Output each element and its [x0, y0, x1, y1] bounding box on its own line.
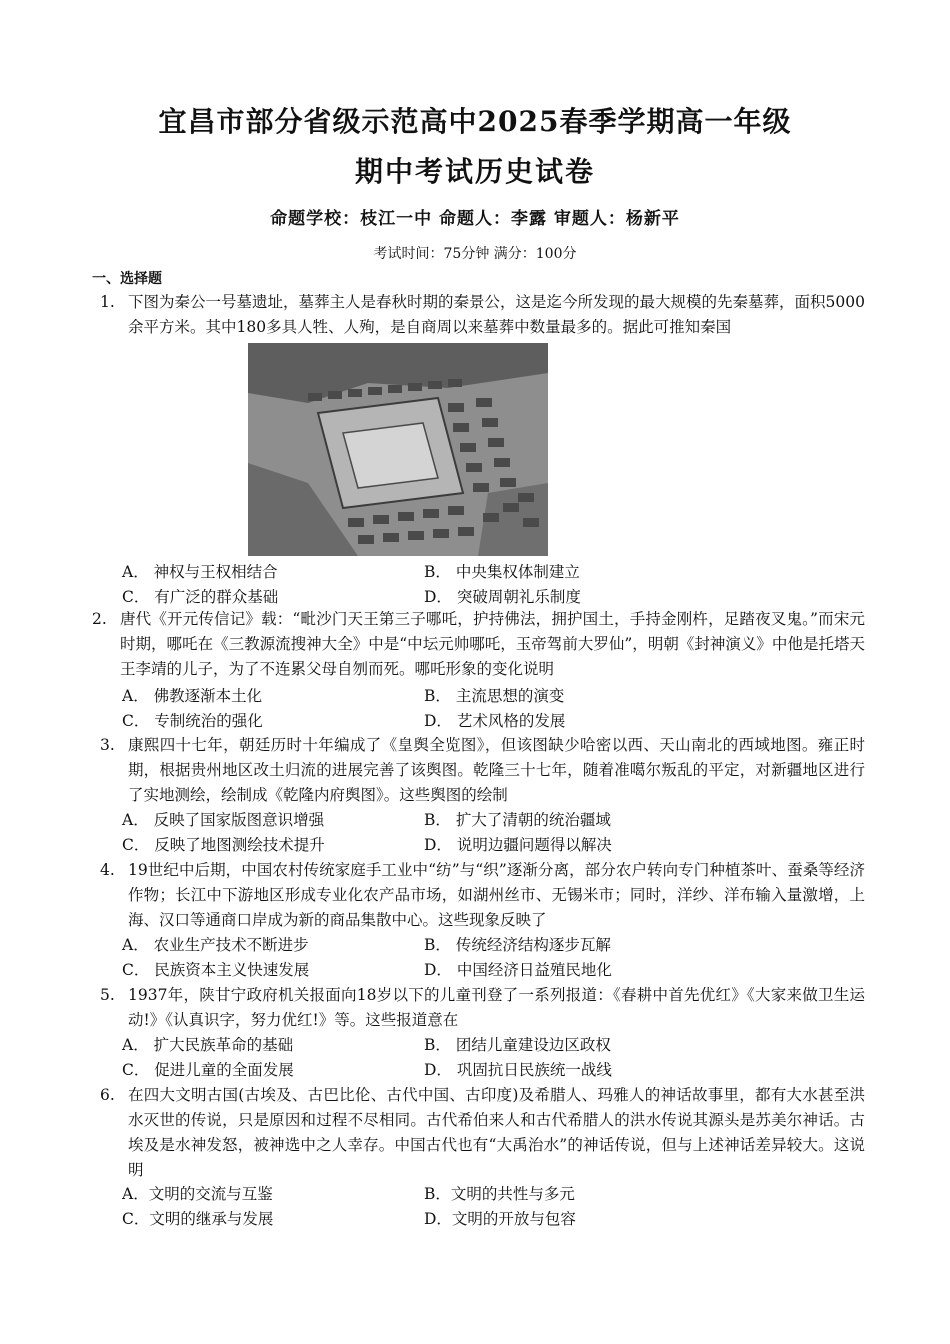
option-a[interactable]: A． 农业生产技术不断进步	[122, 936, 309, 954]
question-stem: 下图为秦公一号墓遗址，墓葬主人是春秋时期的秦景公，这是迄今所发现的最大规模的先秦墓葬，面积5000余平方米。其中180多具人牲、人殉，是自商周以来墓葬中数量最多的。据此可推知秦国	[128, 293, 865, 336]
question-5	[100, 983, 865, 1033]
option-a[interactable]: A． 反映了国家版图意识增强	[122, 811, 325, 829]
question-stem: 1937年，陕甘宁政府机关报面向18岁以下的儿童刊登了一系列报道：《春耕中首先优红》《大家来做卫生运动!》《认真识字，努力优红!》等。这些报道意在	[128, 986, 865, 1029]
question-number: 4.	[100, 861, 115, 879]
option-b[interactable]: B． 传统经济结构逐步瓦解	[424, 936, 611, 954]
section-heading: 一、选择题	[92, 271, 162, 287]
option-c[interactable]: C． 反映了地图测绘技术提升	[122, 836, 325, 854]
option-c[interactable]: C． 民族资本主义快速发展	[122, 961, 310, 979]
question-stem: 唐代《开元传信记》载：“毗沙门天王第三子哪吒，护持佛法，拥护国土，手持金刚杵，足踏夜叉鬼。”而宋元时期，哪吒在《三教源流搜神大全》中是“中坛元帅哪吒，玉帝驾前大罗仙”，明朝《封神演义》中他是托塔天王李靖的儿子，为了不连累父母自刎而死。哪吒形象的变化说明	[120, 610, 865, 678]
option-b[interactable]: B． 团结儿童建设边区政权	[424, 1036, 611, 1054]
option-a[interactable]: A． 神权与王权相结合	[122, 563, 278, 581]
option-c[interactable]: C． 有广泛的群众基础	[122, 588, 279, 606]
question-3	[100, 733, 865, 808]
authors-line: 命题学校：枝江一中 命题人：李露 审题人：杨新平	[270, 209, 680, 229]
option-a[interactable]: A． 佛教逐渐本土化	[122, 687, 263, 705]
option-d[interactable]: D． 说明边疆问题得以解决	[424, 836, 612, 854]
option-b[interactable]: B．文明的共性与多元	[424, 1185, 575, 1203]
option-c[interactable]: C．文明的继承与发展	[122, 1210, 274, 1228]
tomb-site-illustration	[248, 343, 548, 556]
option-c[interactable]: C． 专制统治的强化	[122, 712, 263, 730]
question-stem: 康熙四十七年，朝廷历时十年编成了《皇舆全览图》，但该图缺少哈密以西、天山南北的西域地图。雍正时期，根据贵州地区改土归流的进展完善了该舆图。乾隆三十七年，随着准噶尔叛乱的平定，对新疆地区进行了实地测绘，绘制成《乾隆内府舆图》。这些舆图的绘制	[128, 736, 865, 804]
option-d[interactable]: D． 巩固抗日民族统一战线	[424, 1061, 612, 1079]
tomb-site-photo	[248, 343, 548, 556]
option-c[interactable]: C． 促进儿童的全面发展	[122, 1061, 294, 1079]
question-number: 2.	[92, 610, 107, 628]
option-d[interactable]: D． 艺术风格的发展	[424, 712, 566, 730]
question-stem: 在四大文明古国(古埃及、古巴比伦、古代中国、古印度)及希腊人、玛雅人的神话故事里，都有大水甚至洪水灭世的传说，只是原因和过程不尽相同。古代希伯来人和古代希腊人的洪水传说其源头是苏美尔神话。古埃及是水神发怒，被神选中之人幸存。中国古代也有“大禹治水”的神话传说，但与上述神话差异较大。这说明	[128, 1086, 865, 1179]
option-b[interactable]: B． 主流思想的演变	[424, 687, 565, 705]
option-b[interactable]: B． 扩大了清朝的统治疆域	[424, 811, 611, 829]
question-1	[100, 290, 865, 340]
option-d[interactable]: D． 突破周朝礼乐制度	[424, 588, 581, 606]
question-number: 3.	[100, 736, 115, 754]
question-number: 5.	[100, 986, 115, 1004]
exam-info: 考试时间：75分钟 满分：100分	[373, 246, 577, 262]
question-4	[100, 858, 865, 933]
exam-title-line1: 宜昌市部分省级示范高中2025春季学期高一年级	[158, 105, 792, 138]
question-2	[92, 607, 865, 682]
option-a[interactable]: A．文明的交流与互鉴	[122, 1185, 273, 1203]
option-b[interactable]: B． 中央集权体制建立	[424, 563, 580, 581]
option-d[interactable]: D．文明的开放与包容	[424, 1210, 576, 1228]
option-a[interactable]: A． 扩大民族革命的基础	[122, 1036, 294, 1054]
question-number: 6.	[100, 1086, 115, 1104]
exam-title-line2: 期中考试历史试卷	[354, 155, 595, 188]
question-6	[100, 1083, 865, 1183]
question-stem: 19世纪中后期，中国农村传统家庭手工业中“纺”与“织”逐渐分离，部分农户转向专门种植茶叶、蚕桑等经济作物；长江中下游地区形成专业化农产品市场，如湖州丝市、无锡米市；同时，洋纱、洋布输入量激增，上海、汉口等通商口岸成为新的商品集散中心。这些现象反映了	[128, 861, 865, 929]
option-d[interactable]: D． 中国经济日益殖民地化	[424, 961, 612, 979]
question-number: 1.	[100, 293, 115, 311]
